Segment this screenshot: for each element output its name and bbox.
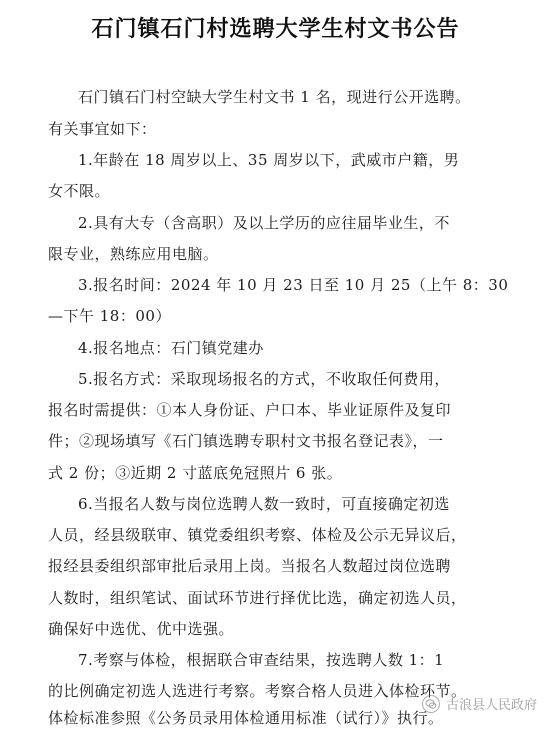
body-line: 体检标准参照《公务员录用体检通用标准（试行）》执行。 [48,709,444,727]
body-line: —下午 18：00） [48,307,171,325]
body-line: 件；②现场填写《石门镇选聘专职村文书报名登记表》，一 [48,432,444,450]
watermark-text: 古浪县人民政府 [445,698,537,713]
body-line: 报名时需提供：①本人身份证、户口本、毕业证原件及复印 [48,401,452,419]
body-line: 2.具有大专（含高职）及以上学历的应往届毕业生，不 [78,214,450,232]
body-line: 确保好中选优、优中选强。 [48,620,235,638]
body-line: 有关事宜如下： [48,120,157,138]
body-line: 报经县委组织部审批后录用上岗。当报名人数超过岗位选聘 [48,557,452,575]
body-line: 人员，经县级联审、镇党委组织考察、体检及公示无异议后， [48,526,467,544]
watermark [422,694,537,713]
wechat-logo-icon [422,695,440,713]
page-title: 石门镇石门村选聘大学生村文书公告 [91,17,460,42]
body-line: 式 2 份；③近期 2 寸蓝底免冠照片 6 张。 [48,464,343,482]
body-line: 5.报名方式：采取现场报名的方式，不收取任何费用， [78,370,450,388]
body-line: 1.年龄在 18 周岁以上、35 周岁以下，武威市户籍，男 [78,151,460,169]
body-line: 限专业，熟练应用电脑。 [48,245,219,263]
body-line: 石门镇石门村空缺大学生村文书 1 名，现进行公开选聘。 [78,88,471,106]
body-line: 3.报名时间：2024 年 10 月 23 日至 10 月 25（上午 8：30 [78,276,509,294]
body-line: 的比例确定初选人选进行考察。考察合格人员进入体检环节。 [48,682,467,700]
body-line: 女不限。 [48,182,111,200]
body-line: 人数时，组织笔试、面试环节进行择优比选，确定初选人员， [48,589,467,607]
body-line: 6.当报名人数与岗位选聘人数一致时，可直接确定初选 [78,495,450,513]
body-line: 4.报名地点：石门镇党建办 [78,339,264,357]
body-line: 7.考察与体检，根据联合审查结果，按选聘人数 1：1 [78,651,445,669]
